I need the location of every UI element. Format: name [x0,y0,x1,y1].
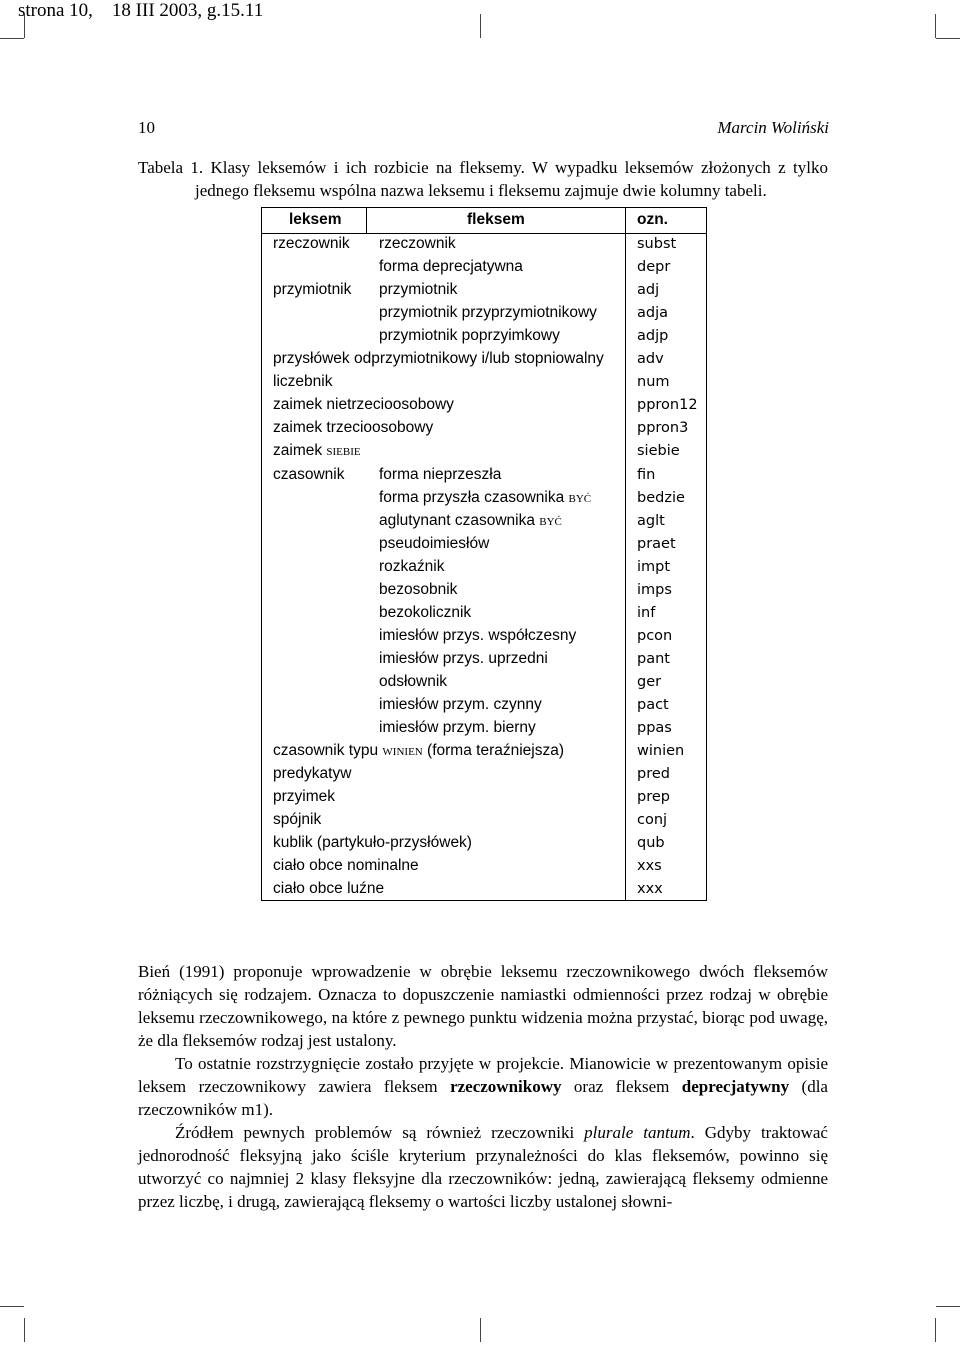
crop-mark [936,1306,960,1307]
cell-text: imiesłów przym. czynny [379,696,542,713]
table-cell-fleksem [379,511,562,531]
table-cell-spanning [273,418,433,438]
body-text [138,960,828,1213]
caption-line-1: Tabela 1. Klasy leksemów i ich rozbicie na fleksemy. W wypadku leksemów złożonych z tylko [138,158,828,177]
crop-mark [480,1318,481,1342]
cell-text: przymiotnik poprzyimkowy [379,327,560,345]
table-cell-fleksem [379,303,597,323]
table-cell-ozn [637,441,680,461]
table-cell-fleksem [379,257,523,277]
table-cell-fleksem [379,580,457,600]
text-span: oraz fleksem [561,1077,682,1096]
cell-text: siebie [637,443,680,460]
table-cell-fleksem [379,234,456,254]
small-caps-term: winien [382,742,423,760]
paragraph [138,1052,828,1121]
cell-text: imiesłów przys. uprzedni [379,649,548,667]
table-cell-ozn [637,787,670,807]
cell-text: xxs [637,858,662,875]
cell-text: ciało obce luźne [273,880,385,898]
table-cell-ozn [637,488,685,508]
table-cell-ozn [637,672,661,692]
table-cell-fleksem [379,534,489,554]
cell-text: adj [637,282,660,299]
paragraph [138,1121,828,1213]
crop-mark [24,1318,25,1342]
cell-text: pseudoimiesłów [379,534,490,552]
cell-text: ppron12 [637,397,698,414]
cell-text: pant [637,650,670,667]
cell-text: num [637,374,670,391]
table-cell-ozn [637,856,662,876]
cell-text: bezokolicznik [379,603,472,621]
lexeme-table [261,207,707,901]
cell-text: conj [637,812,668,829]
cell-text: zaimek nietrzecioosobowy [273,396,454,414]
table-cell-ozn [637,534,676,554]
cell-text: fin [637,466,656,483]
table-cell-spanning [273,810,321,830]
cell-text: czasownik [273,465,345,483]
table-cell-fleksem [379,718,536,738]
table-cell-fleksem [379,695,542,715]
cell-text: bedzie [637,489,685,506]
table-cell-ozn [637,349,664,369]
cell-text: praet [637,535,676,552]
cell-text: impt [637,558,671,575]
cell-text: ger [637,673,662,690]
header-leksem: leksem [289,211,342,228]
table-cell-ozn [637,418,688,438]
cell-text: przymiotnik [379,281,458,299]
table-cell-spanning [273,441,361,461]
cell-text: imiesłów przym. bierny [379,719,536,737]
text-span: To ostatnie rozstrzygnięcie zostało przyjęte w projekcie. Mianowicie w prezentowanym opisie leksem rzeczownikowy zawiera fleksem [138,1054,828,1096]
table-cell-ozn [637,580,672,600]
text-span: (dla rzeczowników m1). [138,1077,828,1119]
cell-text: ciało obce nominalne [273,857,419,875]
table-cell-fleksem [379,488,591,508]
cell-text: spójnik [273,811,322,829]
crop-mark [0,1306,24,1307]
cell-text: aglt [637,512,665,529]
crop-mark [935,1318,936,1342]
caption-line-2: jednego fleksemu wspólna nazwa leksemu i fleksemu zajmuje dwie kolumny tabeli. [195,181,767,200]
cell-text: inf [637,604,656,621]
table-cell-spanning [273,395,454,415]
cell-text: aglutynant czasownika [379,511,540,529]
table-cell-spanning [273,741,564,761]
table-cell-ozn [637,810,667,830]
cell-text: subst [637,236,677,252]
running-head-author: Marcin Woliński [717,118,829,137]
table-cell-fleksem [379,557,444,577]
header-ozn: ozn. [637,211,668,228]
cell-text: adjp [637,328,669,345]
cell-text: forma nieprzeszła [379,465,502,483]
table-cell-fleksem [379,626,576,646]
table-cell-ozn [637,603,655,623]
cell-text: kublik (partykuło-przysłówek) [273,834,472,852]
crop-mark [480,14,481,38]
table-cell-ozn [637,833,665,853]
italic-term: plurale tantum [584,1123,691,1142]
cell-text: liczebnik [273,373,333,391]
table-caption [138,156,828,202]
cell-text: rzeczownik [379,235,456,252]
table-cell-ozn [637,234,676,254]
crop-mark [936,38,960,39]
cell-text: imps [637,581,672,598]
text-span: Źródłem pewnych problemów są również rzeczowniki [175,1123,585,1142]
cell-text: depr [637,259,671,276]
table-cell-ozn [637,372,670,392]
page-number: 10 [138,118,155,137]
table-cell-spanning [273,879,384,899]
table-cell-ozn [637,257,670,277]
cell-text: bezosobnik [379,580,458,598]
cell-text: przymiotnik przyprzymiotnikowy [379,304,597,322]
table-cell-ozn [637,511,665,531]
cell-text: rozkaźnik [379,557,445,575]
cell-text: forma deprecjatywna [379,258,523,276]
cell-text: przysłówek odprzymiotnikowy i/lub stopniowalny [273,350,604,368]
table-cell-ozn [637,649,670,669]
table-cell-spanning [273,372,332,392]
table-cell-leksem [273,280,351,300]
cell-text: pcon [637,627,673,644]
column-rule [625,208,626,900]
table-cell-spanning [273,856,419,876]
table-cell-ozn [637,695,669,715]
small-caps-term: być [568,488,592,506]
cell-text: adv [637,351,664,368]
table-cell-ozn [637,465,655,485]
cell-text: predykatyw [273,765,352,783]
cell-text: zaimek [273,442,327,460]
table-cell-fleksem [379,672,447,692]
table-cell-ozn [637,280,659,300]
cell-text: czasownik typu [273,742,383,760]
table-cell-spanning [273,349,604,369]
small-caps-term: być [539,511,562,529]
table-cell-ozn [637,303,668,323]
table-cell-spanning [273,833,472,853]
table-cell-leksem [273,465,345,485]
cell-text: rzeczownik [273,235,350,252]
cell-text: adja [637,305,669,322]
cell-text: odsłownik [379,672,448,690]
table-cell-ozn [637,718,672,738]
table-cell-ozn [637,557,670,577]
cell-text: pact [637,697,669,713]
text-span: . Gdyby traktować jednorodność fleksyjną jako ściśle kryterium przynależności do klas fleksemów, powinno się utworzyć co najmniej 2 klasy fleksyjne dla rzeczowników: jedną, zawierającą fleksemy odmienne przez liczbę, i drugą, zawierającą fleksemy o wartości liczby ustalonej słowni- [138,1123,828,1211]
table-cell-fleksem [379,465,501,485]
paragraph: Bień (1991) proponuje wprowadzenie w obrębie leksemu rzeczownikowego dwóch fleksemów różniących się rodzajem. Oznacza to dopuszczenie namiastki odmienności przez rodzaj w obrębie leksemu rzeczownikowego, na które z pewnego punktu widzenia można przystać, biorąc pod uwagę, że dla fleksemów rodzaj jest ustalony. [138,962,828,1050]
table-cell-spanning [273,787,335,807]
crop-mark [0,38,24,39]
cell-text: przymiotnik [273,281,352,299]
table-cell-ozn [637,741,684,761]
small-caps-term: siebie [326,442,361,460]
table-cell-ozn [637,326,668,346]
table-cell-ozn [637,395,698,415]
cell-text: xxx [637,881,663,898]
bold-term: deprecjatywny [681,1077,790,1096]
cell-text: winien [637,743,685,760]
table-cell-ozn [637,626,672,646]
table-cell-fleksem [379,603,471,623]
table-cell-ozn [637,879,663,899]
cell-text: qub [637,835,665,852]
table-cell-ozn [637,764,670,784]
print-stamp: strona 10, 18 III 2003, g.15.11 [18,0,264,21]
header-fleksem: fleksem [467,211,525,228]
table-cell-spanning [273,764,351,784]
bold-term: rzeczownikowy [450,1077,562,1096]
column-rule [366,208,367,234]
table-cell-leksem [273,234,350,254]
table-cell-fleksem [379,649,548,669]
table-cell-fleksem [379,280,457,300]
cell-text: imiesłów przys. współczesny [379,626,577,644]
cell-text: ppas [637,720,672,737]
cell-text: ppron3 [637,420,689,437]
cell-text: (forma teraźniejsza) [422,742,565,760]
cell-text: pred [637,766,670,783]
crop-mark [935,14,936,38]
cell-text: prep [637,789,670,806]
cell-text: przyimek [273,788,336,806]
cell-text: zaimek trzecioosobowy [273,419,434,437]
cell-text: forma przyszła czasownika [379,488,569,506]
table-cell-fleksem [379,326,560,346]
